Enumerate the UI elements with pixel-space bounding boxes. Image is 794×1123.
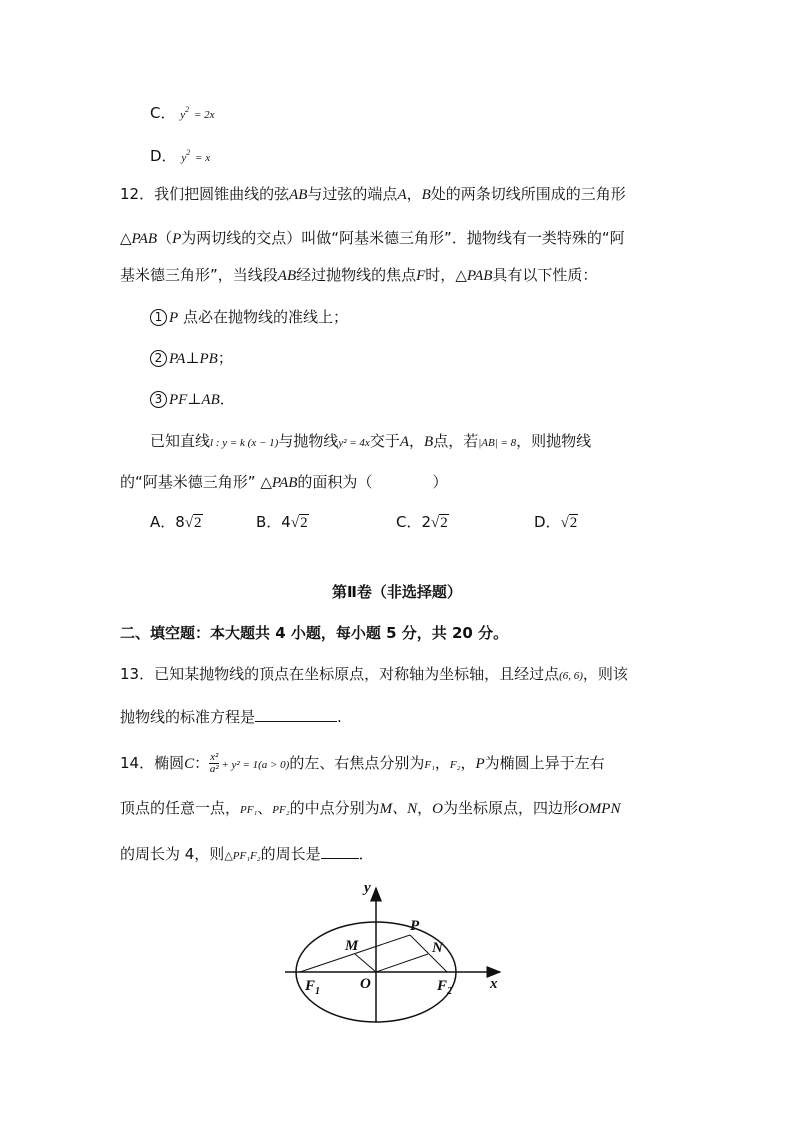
x-axis-label: x [490,976,498,992]
q12-property-3: 3 PF⊥AB． [150,389,235,410]
point-m-label: M [345,938,359,954]
option-c: C． $y^2 = 2x$ [150,104,215,122]
option-d: D． $y^2 = x$ [150,147,211,165]
y-axis-label: y [364,880,371,896]
q12-option-b: B．4√2 [256,513,308,531]
q12-property-1: 1 P 点必在抛物线的准线上； [150,307,348,328]
focus-f2-label: $F_2$ [437,978,453,997]
segment-on [376,954,428,972]
q12-property-2: 2 PA⊥PB； [150,348,233,369]
q12-given: 已知直线l : y = k (x − 1)与抛物线y² = 4x交于A，B点，若|AB| = 8，则抛物线 [150,432,592,450]
q13-line-2: 抛物线的标准方程是 . [120,705,342,727]
q12-final: 的“阿基米德三角形” △PAB的面积为（ ） [120,473,448,491]
point-n-label: N [432,940,443,956]
q12-option-c: C．2√2 [396,513,448,531]
q12-option-a: A．8√2 [150,513,202,531]
point-p-label: P [410,918,420,934]
q12-option-d: D．√2 [534,513,578,531]
section-heading: 二、填空题：本大题共 4 小题，每小题 5 分，共 20 分。 [120,624,509,642]
q12-line-3: 基米德三角形”，当线段AB经过抛物线的焦点F时，△PAB具有以下性质： [120,266,598,284]
q12-line-1: 12．我们把圆锥曲线的弦AB与过弦的端点A，B处的两条切线所围成的三角形 [120,185,626,203]
focus-f1-label: $F_1$ [305,978,321,997]
origin-label: O [360,976,371,992]
q14-line-2: 顶点的任意一点，PF₁、PF₂的中点分别为M、N，O为坐标原点，四边形OMPN [120,799,621,817]
segment-om [355,954,376,972]
q14-line-1: 14．椭圆C： $\frac{\text{x²}}{\text{a²}}$ + y² = 1(a > 0)的左、右焦点分别为F₁，F₂，P为椭圆上异于左右 [120,751,605,775]
q14-line-3: 的周长为 4，则△PF₁F₂的周长是 ． [120,842,374,866]
q12-line-2: △PAB（P为两切线的交点）叫做“阿基米德三角形”．抛物线有一类特殊的“阿 [120,229,625,247]
section-title: 第Ⅱ卷（非选择题） [332,583,462,601]
q13-line-1: 13．已知某抛物线的顶点在坐标原点，对称轴为坐标轴，且经过点(6, 6)，则该 [120,665,628,683]
